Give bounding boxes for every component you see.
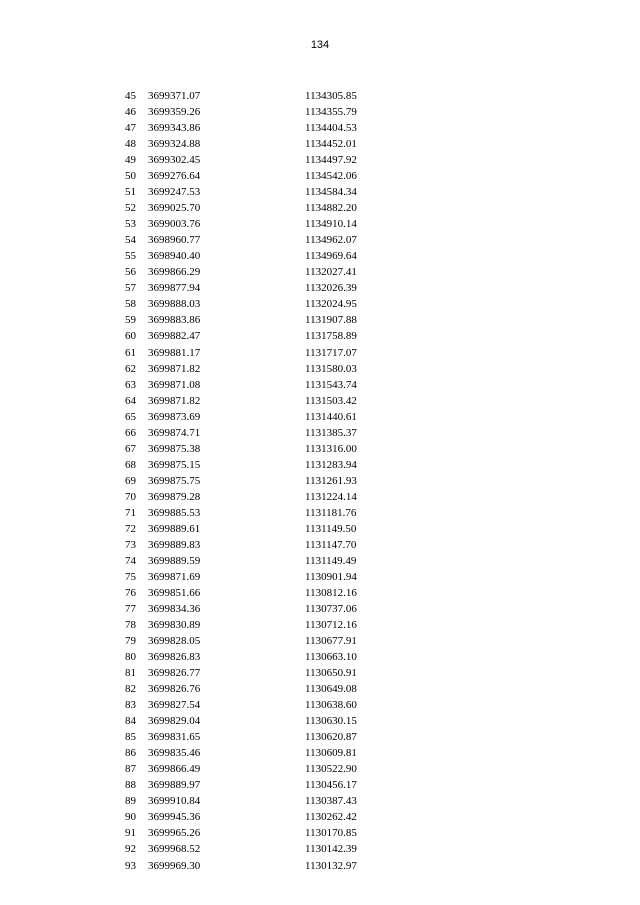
table-row <box>0 120 640 136</box>
table-row <box>0 649 640 665</box>
x-coordinate: 3699945.36 <box>148 811 201 824</box>
x-coordinate: 3699881.17 <box>148 346 201 359</box>
x-coordinate: 3699371.07 <box>148 90 201 102</box>
x-coordinate: 3699851.66 <box>148 586 201 599</box>
table-row <box>0 184 640 200</box>
y-coordinate: 1131543.74 <box>305 378 357 391</box>
x-coordinate: 3699871.82 <box>148 362 201 375</box>
point-number: 65 <box>125 410 136 423</box>
x-coordinate: 3699276.64 <box>148 170 201 183</box>
point-number: 84 <box>125 715 136 728</box>
table-row <box>0 713 640 729</box>
table-row <box>0 665 640 681</box>
y-coordinate: 1134584.34 <box>305 186 357 199</box>
x-coordinate: 3699871.69 <box>148 570 201 583</box>
point-number: 62 <box>125 362 136 375</box>
table-row <box>0 633 640 649</box>
table-row <box>0 361 640 377</box>
point-number: 75 <box>125 570 136 583</box>
x-coordinate: 3699875.38 <box>148 442 201 455</box>
point-number: 87 <box>125 763 136 776</box>
y-coordinate: 1130901.94 <box>305 570 357 583</box>
x-coordinate: 3698940.40 <box>148 250 201 263</box>
table-row <box>0 793 640 809</box>
point-number: 81 <box>125 667 136 680</box>
table-row <box>0 745 640 761</box>
point-number: 53 <box>125 218 136 231</box>
table-row <box>0 280 640 296</box>
point-number: 67 <box>125 442 136 455</box>
table-row <box>0 200 640 216</box>
table-row <box>0 585 640 601</box>
x-coordinate: 3699866.49 <box>148 763 201 776</box>
table-row <box>0 216 640 232</box>
point-number: 82 <box>125 683 136 696</box>
x-coordinate: 3699889.61 <box>148 522 201 535</box>
y-coordinate: 1130663.10 <box>305 651 357 664</box>
y-coordinate: 1131224.14 <box>305 490 357 503</box>
x-coordinate: 3699826.76 <box>148 683 201 696</box>
point-number: 52 <box>125 202 136 215</box>
y-coordinate: 1131503.42 <box>305 394 357 407</box>
page-number: 134 <box>310 39 330 51</box>
x-coordinate: 3699871.08 <box>148 378 201 391</box>
y-coordinate: 1130262.42 <box>305 811 357 824</box>
table-row <box>0 345 640 361</box>
y-coordinate: 1131261.93 <box>305 474 357 487</box>
point-number: 90 <box>125 811 136 824</box>
table-row <box>0 809 640 825</box>
x-coordinate: 3699866.29 <box>148 266 201 279</box>
y-coordinate: 1134962.07 <box>305 234 357 247</box>
table-row <box>0 489 640 505</box>
table-row <box>0 473 640 489</box>
y-coordinate: 1131717.07 <box>305 346 357 359</box>
x-coordinate: 3699025.70 <box>148 202 201 215</box>
y-coordinate: 1134452.01 <box>305 138 357 151</box>
y-coordinate: 1130712.16 <box>305 619 357 632</box>
table-row <box>0 569 640 585</box>
table-row <box>0 777 640 793</box>
x-coordinate: 3699885.53 <box>148 506 201 519</box>
point-number: 86 <box>125 747 136 760</box>
y-coordinate: 1130142.39 <box>305 843 357 856</box>
y-coordinate: 1131149.50 <box>305 522 357 535</box>
y-coordinate: 1130522.90 <box>305 763 357 776</box>
table-row <box>0 328 640 344</box>
point-number: 49 <box>125 154 136 167</box>
point-number: 50 <box>125 170 136 183</box>
y-coordinate: 1131385.37 <box>305 426 357 439</box>
x-coordinate: 3699968.52 <box>148 843 201 856</box>
x-coordinate: 3699003.76 <box>148 218 201 231</box>
table-row <box>0 232 640 248</box>
y-coordinate: 1130170.85 <box>305 827 357 840</box>
y-coordinate: 1131907.88 <box>305 314 357 327</box>
x-coordinate: 3699873.69 <box>148 410 201 423</box>
x-coordinate: 3699834.36 <box>148 603 201 615</box>
table-row <box>0 601 640 617</box>
point-number: 83 <box>125 699 136 712</box>
point-number: 72 <box>125 522 136 535</box>
x-coordinate: 3699877.94 <box>148 282 201 295</box>
point-number: 71 <box>125 506 136 519</box>
x-coordinate: 3699874.71 <box>148 426 201 439</box>
point-number: 78 <box>125 619 136 632</box>
point-number: 88 <box>125 779 136 792</box>
x-coordinate: 3699879.28 <box>148 490 201 503</box>
y-coordinate: 1130630.15 <box>305 715 357 728</box>
point-number: 89 <box>125 795 136 808</box>
table-row <box>0 858 640 874</box>
table-row <box>0 729 640 745</box>
table-row <box>0 441 640 457</box>
point-number: 93 <box>125 859 136 872</box>
point-number: 76 <box>125 586 136 599</box>
y-coordinate: 1131440.61 <box>305 410 357 423</box>
y-coordinate: 1131181.76 <box>305 506 357 519</box>
point-number: 60 <box>125 330 136 343</box>
coordinate-table <box>0 88 640 874</box>
y-coordinate: 1131316.00 <box>305 442 357 455</box>
point-number: 64 <box>125 394 136 407</box>
point-number: 70 <box>125 490 136 503</box>
x-coordinate: 3699910.84 <box>148 795 201 808</box>
y-coordinate: 1134542.06 <box>305 170 357 183</box>
point-number: 57 <box>125 282 136 295</box>
y-coordinate: 1131147.70 <box>305 538 357 551</box>
y-coordinate: 1134882.20 <box>305 202 357 215</box>
point-number: 66 <box>125 426 136 439</box>
x-coordinate: 3699883.86 <box>148 314 201 327</box>
y-coordinate: 1134969.64 <box>305 250 357 263</box>
y-coordinate: 1130132.97 <box>305 859 357 872</box>
table-row <box>0 553 640 569</box>
point-number: 48 <box>125 138 136 151</box>
x-coordinate: 3699828.05 <box>148 635 201 648</box>
point-number: 55 <box>125 250 136 263</box>
point-number: 63 <box>125 378 136 391</box>
point-number: 69 <box>125 474 136 487</box>
x-coordinate: 3699359.26 <box>148 106 201 119</box>
x-coordinate: 3699875.15 <box>148 458 201 471</box>
table-row <box>0 521 640 537</box>
table-row <box>0 409 640 425</box>
y-coordinate: 1132027.41 <box>305 266 357 279</box>
table-row <box>0 312 640 328</box>
x-coordinate: 3699889.83 <box>148 538 201 551</box>
x-coordinate: 3699835.46 <box>148 747 201 760</box>
x-coordinate: 3699302.45 <box>148 154 201 167</box>
x-coordinate: 3699826.83 <box>148 651 201 664</box>
table-row <box>0 152 640 168</box>
table-row <box>0 761 640 777</box>
y-coordinate: 1132024.95 <box>305 298 357 311</box>
table-row <box>0 88 640 104</box>
y-coordinate: 1132026.39 <box>305 282 357 295</box>
table-row <box>0 425 640 441</box>
x-coordinate: 3699827.54 <box>148 699 201 712</box>
y-coordinate: 1131283.94 <box>305 458 357 471</box>
table-row <box>0 457 640 473</box>
table-row <box>0 681 640 697</box>
y-coordinate: 1134305.85 <box>305 90 357 102</box>
y-coordinate: 1130650.91 <box>305 667 357 680</box>
table-row <box>0 136 640 152</box>
y-coordinate: 1134910.14 <box>305 218 357 231</box>
point-number: 92 <box>125 843 136 856</box>
table-row <box>0 296 640 312</box>
table-row <box>0 841 640 857</box>
x-coordinate: 3699831.65 <box>148 731 201 744</box>
x-coordinate: 3699875.75 <box>148 474 201 487</box>
x-coordinate: 3699888.03 <box>148 298 201 311</box>
x-coordinate: 3699324.88 <box>148 138 201 151</box>
point-number: 45 <box>125 90 136 102</box>
table-row <box>0 377 640 393</box>
x-coordinate: 3699829.04 <box>148 715 201 728</box>
point-number: 58 <box>125 298 136 311</box>
x-coordinate: 3699965.26 <box>148 827 201 840</box>
table-row <box>0 505 640 521</box>
point-number: 85 <box>125 731 136 744</box>
y-coordinate: 1130677.91 <box>305 635 357 648</box>
x-coordinate: 3699969.30 <box>148 859 201 872</box>
point-number: 73 <box>125 538 136 551</box>
point-number: 51 <box>125 186 136 199</box>
x-coordinate: 3699871.82 <box>148 394 201 407</box>
x-coordinate: 3699830.89 <box>148 619 201 632</box>
x-coordinate: 3699889.59 <box>148 554 201 567</box>
y-coordinate: 1130638.60 <box>305 699 357 712</box>
point-number: 54 <box>125 234 136 247</box>
point-number: 46 <box>125 106 136 119</box>
point-number: 80 <box>125 651 136 664</box>
point-number: 91 <box>125 827 136 840</box>
x-coordinate: 3699826.77 <box>148 667 201 680</box>
y-coordinate: 1131758.89 <box>305 330 357 343</box>
y-coordinate: 1134355.79 <box>305 106 357 119</box>
y-coordinate: 1131149.49 <box>305 554 357 567</box>
y-coordinate: 1130387.43 <box>305 795 357 808</box>
table-row <box>0 697 640 713</box>
y-coordinate: 1130737.06 <box>305 603 357 615</box>
point-number: 79 <box>125 635 136 648</box>
point-number: 68 <box>125 458 136 471</box>
x-coordinate: 3699882.47 <box>148 330 201 343</box>
y-coordinate: 1134497.92 <box>305 154 357 167</box>
table-row <box>0 264 640 280</box>
table-row <box>0 248 640 264</box>
point-number: 59 <box>125 314 136 327</box>
y-coordinate: 1131580.03 <box>305 362 357 375</box>
table-row <box>0 825 640 841</box>
x-coordinate: 3698960.77 <box>148 234 201 247</box>
table-row <box>0 104 640 120</box>
x-coordinate: 3699343.86 <box>148 122 201 135</box>
table-row <box>0 168 640 184</box>
x-coordinate: 3699247.53 <box>148 186 201 199</box>
x-coordinate: 3699889.97 <box>148 779 201 792</box>
table-row <box>0 537 640 553</box>
point-number: 56 <box>125 266 136 279</box>
table-row <box>0 393 640 409</box>
y-coordinate: 1130649.08 <box>305 683 357 696</box>
point-number: 61 <box>125 346 136 359</box>
y-coordinate: 1134404.53 <box>305 122 357 135</box>
y-coordinate: 1130456.17 <box>305 779 357 792</box>
point-number: 77 <box>125 603 136 615</box>
y-coordinate: 1130609.81 <box>305 747 357 760</box>
point-number: 74 <box>125 554 136 567</box>
y-coordinate: 1130620.87 <box>305 731 357 744</box>
point-number: 47 <box>125 122 136 135</box>
y-coordinate: 1130812.16 <box>305 586 357 599</box>
table-row <box>0 617 640 633</box>
